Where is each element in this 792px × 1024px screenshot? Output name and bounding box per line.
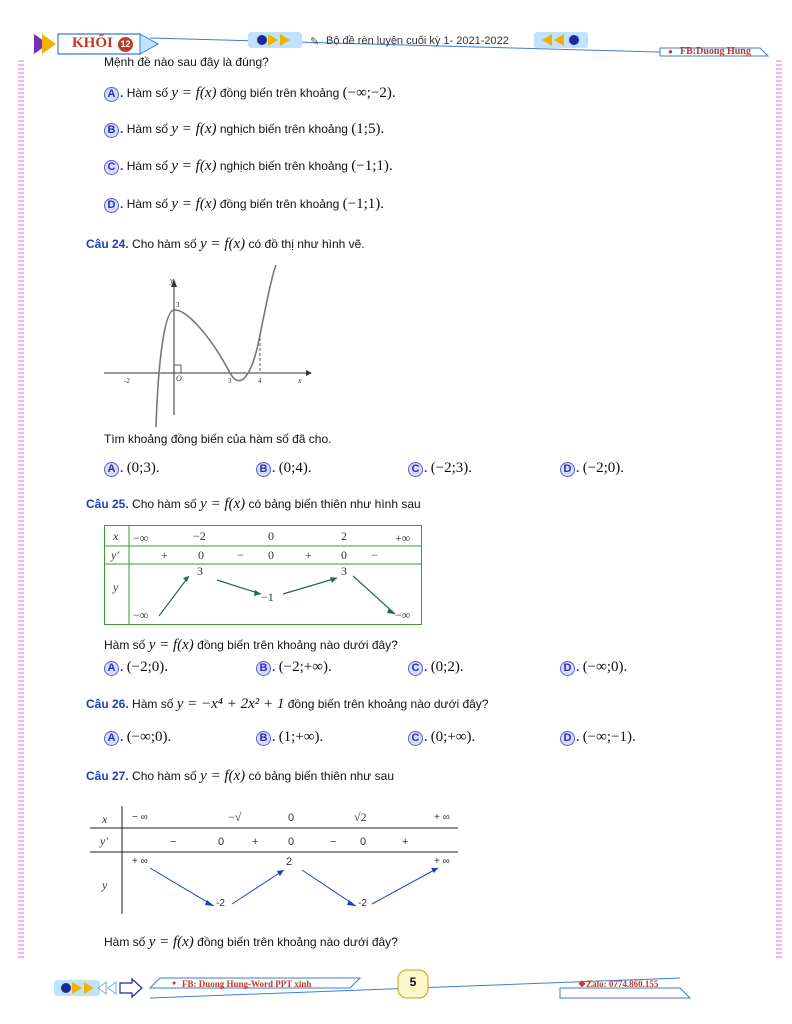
option-a-badge: A [104, 731, 119, 746]
q24-option-c[interactable]: C . (−2;3). [408, 460, 472, 477]
y-value: 3 [341, 564, 347, 578]
row-label-yprime: y′ [100, 834, 108, 848]
option-c-badge: C [104, 160, 119, 175]
x-value: 2 [341, 529, 347, 543]
stem-text: Cho hàm số [132, 237, 197, 251]
option-c-badge: C [408, 661, 423, 676]
option-value: (0;4). [278, 460, 312, 476]
grade-label: KHỐI [72, 35, 113, 51]
y-value: 2 [286, 856, 293, 868]
arrow-up [372, 868, 438, 904]
q24-option-d[interactable]: D . (−2;0). [560, 460, 624, 477]
sign: 0 [198, 548, 204, 562]
option-c-badge: C [408, 462, 423, 477]
stem-text: Hàm số [132, 697, 174, 711]
sign: 0 [341, 548, 347, 562]
footer-bullet-icon: ● [172, 980, 177, 987]
grade-number-badge: 12 [118, 37, 133, 52]
arrow-up [159, 576, 189, 616]
q26-option-d[interactable]: D . (−∞;−1). [560, 729, 636, 746]
edit-icon: ✎ [310, 36, 320, 48]
option-value: (0;+∞). [430, 729, 476, 745]
q25-stem [86, 496, 421, 513]
interval: (−∞;−2). [342, 85, 396, 101]
option-text: đồng biến trên khoảng [219, 197, 340, 211]
q25-option-a[interactable]: A . (−2;0). [104, 659, 168, 676]
option-value: (−2;+∞). [278, 659, 332, 675]
prompt-text: đồng biến trên khoảng nào dưới đây? [197, 935, 398, 949]
x-value: −√ [228, 810, 242, 824]
function-expr: y = f(x) [148, 637, 194, 653]
function-expr: y = f(x) [200, 496, 246, 512]
right-margin-decoration [776, 60, 782, 960]
arrow-down [217, 580, 261, 594]
sign: − [371, 548, 378, 562]
x-value: + ∞ [434, 812, 450, 823]
function-expr: y = f(x) [171, 196, 217, 212]
tick-label: 4 [258, 377, 262, 385]
option-text: Hàm số [126, 86, 169, 100]
stem-text: Cho hàm số [132, 497, 197, 511]
prompt-text: đồng biến trên khoảng nào dưới đây? [197, 638, 398, 652]
stem-text: có bảng biến thiên như sau [248, 769, 395, 783]
q23-option-c[interactable]: C . Hàm số y = f(x) nghịch biến trên khoảng (−1;1). [104, 158, 393, 175]
y-value: + ∞ [434, 856, 450, 867]
option-value: (−∞;0). [126, 729, 172, 745]
sign: − [237, 548, 244, 562]
option-value: (0;2). [430, 659, 464, 675]
page-header [0, 0, 792, 62]
option-text: nghịch biến trên khoảng [219, 122, 348, 136]
sign: + [252, 836, 259, 848]
q23-option-a[interactable]: A . Hàm số y = f(x) đồng biến trên khoảng (−∞;−2). [104, 85, 396, 102]
q27-variation-table [90, 806, 462, 916]
y-value: -2 [358, 898, 367, 909]
row-label-x: x [113, 529, 119, 543]
sign: 0 [360, 836, 367, 848]
option-a-badge: A [104, 462, 119, 477]
x-value: − ∞ [132, 812, 148, 823]
q24-stem [86, 236, 365, 253]
option-value: (−2;0). [582, 460, 625, 476]
y-value: −∞ [133, 608, 149, 622]
option-a-badge: A [104, 661, 119, 676]
row-label-y: y [113, 580, 119, 594]
y-value: −1 [261, 590, 274, 604]
tick-label: -2 [124, 377, 130, 385]
origin-label: O [176, 374, 182, 383]
function-expr: y = f(x) [148, 934, 194, 950]
function-expr: y = f(x) [200, 236, 246, 252]
arrow-down [150, 868, 214, 906]
header-banner [0, 0, 792, 62]
arrow-down [353, 576, 395, 614]
sign: 0 [288, 836, 295, 848]
interval: (1;5). [351, 121, 385, 137]
x-value: −2 [193, 529, 206, 543]
interval: (−1;1). [342, 196, 384, 212]
left-margin-decoration [18, 60, 24, 960]
function-expr: y = −x⁴ + 2x² + 1 [176, 696, 285, 712]
stem-text: có đồ thị như hình vẽ. [248, 237, 365, 251]
q25-option-b[interactable]: B . (−2;+∞). [256, 659, 332, 676]
q26-stem [86, 696, 488, 713]
x-value: −∞ [133, 531, 149, 545]
function-expr: y = f(x) [171, 85, 217, 101]
option-text: đồng biến trên khoảng [219, 86, 340, 100]
arrow-down [302, 870, 356, 906]
y-axis-label: y [170, 276, 174, 285]
q25-prompt [104, 637, 398, 654]
y-value: 3 [197, 564, 203, 578]
question-label: Câu 25. [86, 497, 129, 511]
option-b-badge: B [256, 731, 271, 746]
header-author: FB:Duong Hung [680, 46, 751, 57]
option-d-badge: D [560, 661, 575, 676]
q26-option-a[interactable]: A . (−∞;0). [104, 729, 171, 746]
option-b-badge: B [256, 462, 271, 477]
sign: 0 [218, 836, 225, 848]
option-d-badge: D [104, 198, 119, 213]
question-label: Câu 26. [86, 697, 129, 711]
row-label-yprime: y′ [111, 548, 119, 562]
option-value: (0;3). [126, 460, 160, 476]
tick-label: 3 [228, 377, 232, 385]
y-value: −∞ [395, 608, 411, 622]
arrow-up [232, 870, 284, 904]
option-value: (−2;3). [430, 460, 473, 476]
option-c-badge: C [408, 731, 423, 746]
q25-option-d[interactable]: D . (−∞;0). [560, 659, 627, 676]
q23-option-d[interactable]: D . Hàm số y = f(x) đồng biến trên khoảng (−1;1). [104, 196, 384, 213]
q27-prompt [104, 934, 398, 951]
option-d-badge: D [560, 731, 575, 746]
sign: − [170, 836, 177, 848]
sign: + [161, 548, 168, 562]
q23-option-b[interactable]: B . Hàm số y = f(x) nghịch biến trên khoảng (1;5). [104, 121, 384, 138]
option-b-badge: B [104, 123, 119, 138]
stem-text: Cho hàm số [132, 769, 197, 783]
table-lines [105, 526, 421, 624]
page-number: 5 [409, 975, 417, 989]
option-value: (−∞;0). [582, 659, 628, 675]
question-label: Câu 24. [86, 237, 129, 251]
prompt-text: Hàm số [104, 638, 146, 652]
x-value: √2 [354, 810, 367, 824]
q24-option-b[interactable]: B . (0;4). [256, 460, 312, 477]
interval: (−1;1). [351, 158, 393, 174]
y-value: + ∞ [132, 856, 148, 867]
sign: + [402, 836, 409, 848]
origin-marker [174, 365, 181, 373]
q24-option-a[interactable]: A . (0;3). [104, 460, 160, 477]
option-text: Hàm số [126, 159, 169, 173]
page-footer [0, 968, 792, 1024]
x-axis-arrow [306, 370, 312, 376]
option-text: Hàm số [126, 122, 169, 136]
footer-author: FB: Duong Hung-Word PPT xinh [182, 979, 312, 989]
row-label-x: x [102, 812, 108, 826]
q25-variation-table [104, 525, 422, 625]
option-a-badge: A [104, 87, 119, 102]
x-axis-label: x [298, 376, 302, 385]
question-label: Câu 27. [86, 769, 129, 783]
q24-function-graph [100, 265, 320, 435]
q27-stem [86, 768, 394, 785]
prompt-text: Hàm số [104, 935, 146, 949]
option-b-badge: B [256, 661, 271, 676]
option-value: (−2;0). [126, 659, 169, 675]
option-text: Hàm số [126, 197, 169, 211]
x-value: 0 [288, 812, 295, 824]
x-value: 0 [268, 529, 274, 543]
sign: 0 [268, 548, 274, 562]
q25-option-c[interactable]: C . (0;2). [408, 659, 464, 676]
arrow-up [283, 578, 337, 594]
q26-option-b[interactable]: B . (1;+∞). [256, 729, 323, 746]
function-expr: y = f(x) [171, 158, 217, 174]
q26-option-c[interactable]: C . (0;+∞). [408, 729, 475, 746]
stem-text: đồng biến trên khoảng nào dưới đây? [287, 697, 489, 711]
question-intro: Mệnh đề nào sau đây là đúng? [104, 55, 269, 69]
x-value: +∞ [395, 531, 411, 545]
q24-prompt: Tìm khoảng đồng biến của hàm số đã cho. [104, 432, 332, 446]
function-expr: y = f(x) [200, 768, 246, 784]
author-bullet-icon: ● [668, 47, 673, 56]
function-expr: y = f(x) [171, 121, 217, 137]
option-d-badge: D [560, 462, 575, 477]
sign: − [330, 836, 337, 848]
row-label-y: y [102, 878, 108, 892]
header-title: Bộ đề rèn luyện cuối kỳ 1- 2021-2022 [326, 35, 509, 47]
footer-banner [0, 968, 792, 1024]
option-value: (1;+∞). [278, 729, 324, 745]
option-text: nghịch biến trên khoảng [219, 159, 348, 173]
y-value: -2 [216, 898, 225, 909]
option-value: (−∞;−1). [582, 729, 636, 745]
stem-text: có bảng biến thiên như hình sau [248, 497, 421, 511]
sign: + [305, 548, 312, 562]
tick-label: 3 [176, 301, 180, 309]
footer-zalo: ❖Zalo: 0774.860.155 [578, 979, 659, 989]
